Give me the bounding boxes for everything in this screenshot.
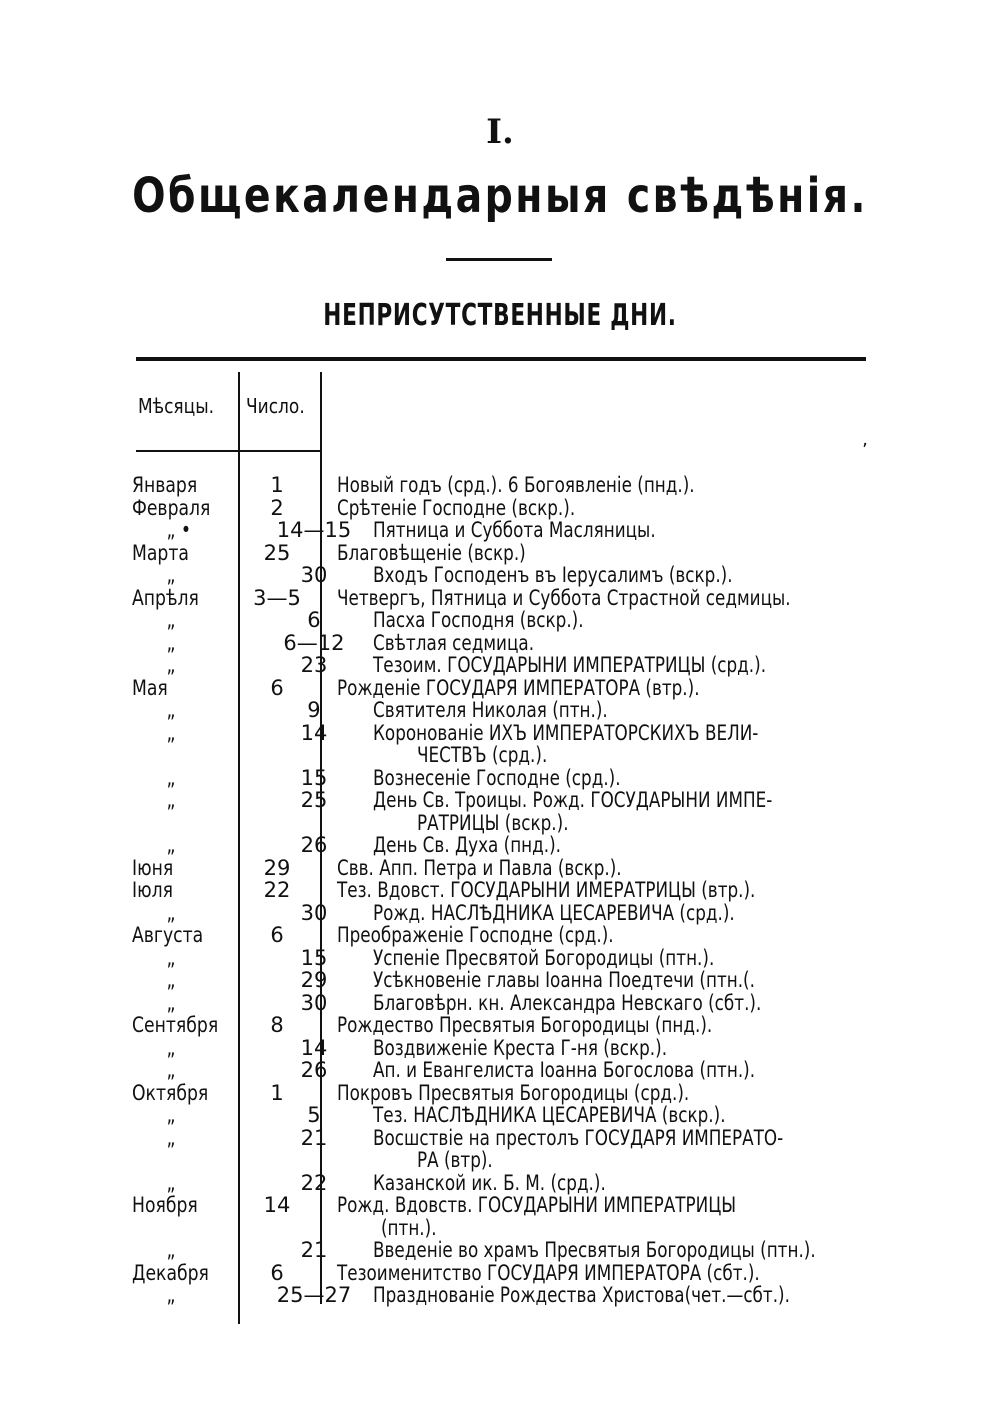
row-description bbox=[337, 1014, 857, 1037]
row-description bbox=[337, 924, 857, 947]
row-month: „ bbox=[166, 608, 176, 632]
row-description-continuation: РАТРИЦЫ (вскр.). bbox=[416, 810, 569, 835]
row-description-text: Срѣтеніе Господне (вскр.). bbox=[337, 495, 576, 520]
table-row bbox=[0, 767, 1000, 790]
row-month: Февраля bbox=[132, 495, 211, 520]
row-description-text: Тез. Вдовст. ГОСУДАРЫНИ ИМЕРАТРИЦЫ (втр.). bbox=[337, 878, 756, 902]
row-description bbox=[373, 699, 875, 722]
row-description bbox=[337, 1262, 857, 1285]
row-description-text: Празднованіе Рождества Христова(чет.—сбт.). bbox=[372, 1283, 790, 1307]
row-description bbox=[337, 542, 857, 565]
row-number: 25 bbox=[300, 788, 328, 812]
table-row bbox=[0, 947, 1000, 970]
table-row bbox=[0, 1262, 1000, 1285]
table-title: НЕПРИСУТСТВЕННЫЕ ДНИ. bbox=[323, 298, 677, 333]
row-description bbox=[373, 969, 875, 992]
table-row bbox=[0, 497, 1000, 520]
title-divider bbox=[446, 258, 552, 261]
row-month: „ bbox=[166, 698, 176, 722]
row-month: „ • bbox=[166, 518, 192, 542]
table-row bbox=[0, 722, 1000, 767]
row-number: 9 bbox=[307, 698, 321, 722]
row-description bbox=[373, 992, 875, 1015]
row-month: „ bbox=[166, 1238, 176, 1262]
row-description-text: День Св. Троицы. Рожд. ГОСУДАРЫНИ ИМПЕ- bbox=[372, 788, 772, 812]
table-row bbox=[0, 654, 1000, 677]
row-month: Ноября bbox=[132, 1193, 198, 1217]
row-description-text: Благовѣрн. кн. Александра Невскаго (сбт.). bbox=[372, 990, 761, 1015]
row-description bbox=[337, 677, 857, 700]
table-row bbox=[0, 519, 1000, 542]
row-description-text: Тезоим. ГОСУДАРЫНИ ИМПЕРАТРИЦЫ (срд.). bbox=[372, 653, 766, 677]
row-number: 29 bbox=[263, 855, 291, 880]
row-number: 5 bbox=[307, 1103, 321, 1127]
row-number: 22 bbox=[300, 1170, 328, 1195]
row-number: 1 bbox=[270, 1080, 284, 1105]
row-month: „ bbox=[166, 900, 176, 925]
row-number: 14 bbox=[300, 1035, 328, 1060]
row-month: „ bbox=[166, 1283, 176, 1307]
row-description-text: Рождество Пресвятыя Богородицы (пнд.). bbox=[337, 1013, 713, 1037]
row-number: 15 bbox=[300, 765, 328, 790]
page-title: Общекалендарныя свѣдѣнія. bbox=[132, 168, 868, 224]
table-row bbox=[0, 564, 1000, 587]
table-row bbox=[0, 924, 1000, 947]
row-month: Мая bbox=[132, 675, 168, 700]
table-row bbox=[0, 902, 1000, 925]
table-row bbox=[0, 1172, 1000, 1195]
table-row bbox=[0, 1037, 1000, 1060]
row-number: 6 bbox=[270, 675, 284, 700]
table-row bbox=[0, 789, 1000, 834]
row-month: „ bbox=[166, 945, 176, 970]
row-month: „ bbox=[166, 1170, 176, 1195]
table-row bbox=[0, 1194, 1000, 1239]
row-month: „ bbox=[166, 1103, 176, 1127]
row-description-text: Рожд. НАСЛѢДНИКА ЦЕСАРЕВИЧА (срд.). bbox=[372, 900, 735, 925]
row-description-text: Успеніе Пресвятой Богородицы (птн.). bbox=[372, 945, 714, 970]
row-description bbox=[373, 519, 875, 542]
holiday-table bbox=[0, 474, 1000, 1307]
row-number: 29 bbox=[300, 968, 328, 992]
header-number: Число. bbox=[246, 394, 305, 418]
table-row bbox=[0, 1014, 1000, 1037]
row-number: 6 bbox=[270, 923, 284, 947]
row-month: „ bbox=[166, 1125, 176, 1150]
row-description bbox=[373, 947, 875, 970]
header-rule bbox=[136, 450, 322, 452]
row-month: „ bbox=[166, 765, 176, 790]
row-description-text: Усѣкновеніе главы Іоанна Поедтечи (птн.(. bbox=[372, 968, 755, 992]
header-month: Мѣсяцы. bbox=[138, 394, 215, 418]
row-month: Декабря bbox=[132, 1260, 209, 1285]
row-description bbox=[373, 834, 875, 857]
row-number: 6 bbox=[270, 1260, 284, 1285]
row-description-text: Святителя Николая (птн.). bbox=[372, 698, 608, 722]
table-row bbox=[0, 992, 1000, 1015]
table-row bbox=[0, 1104, 1000, 1127]
row-number: 3—5 bbox=[253, 585, 301, 610]
row-description-text: Благовѣщеніе (вскр.) bbox=[337, 540, 526, 565]
table-row bbox=[0, 1127, 1000, 1172]
row-description-text: Рожд. Вдовств. ГОСУДАРЫНИ ИМПЕРАТРИЦЫ bbox=[337, 1193, 737, 1217]
row-description-text: Свѣтлая седмица. bbox=[372, 630, 534, 655]
row-description bbox=[373, 1104, 875, 1127]
row-number: 26 bbox=[300, 1058, 328, 1082]
row-month: „ bbox=[166, 630, 176, 655]
table-row bbox=[0, 587, 1000, 610]
row-description-continuation: ЧЕСТВЪ (срд.). bbox=[416, 743, 547, 767]
table-row bbox=[0, 474, 1000, 497]
row-month: „ bbox=[166, 833, 176, 857]
row-month: „ bbox=[166, 968, 176, 992]
row-number: 23 bbox=[300, 653, 328, 677]
row-description bbox=[337, 857, 857, 880]
row-description-text: Ап. и Евангелиста Іоанна Богослова (птн.). bbox=[372, 1058, 755, 1082]
row-month: Апрѣля bbox=[132, 585, 199, 610]
row-number: 25 bbox=[263, 540, 291, 565]
section-number: I. bbox=[486, 112, 514, 152]
table-row bbox=[0, 857, 1000, 880]
row-description-text: Рожденіе ГОСУДАРЯ ИМПЕРАТОРА (втр.). bbox=[337, 675, 700, 700]
row-number: 6 bbox=[307, 608, 321, 632]
row-description-text: Свв. Апп. Петра и Павла (вскр.). bbox=[337, 855, 622, 880]
row-description-text: Коронованіе ИХЪ ИМПЕРАТОРСКИХЪ ВЕЛИ- bbox=[372, 720, 758, 745]
row-description-text: Тез. НАСЛѢДНИКА ЦЕСАРЕВИЧА (вскр.). bbox=[372, 1103, 726, 1127]
row-description-text: День Св. Духа (пнд.). bbox=[372, 833, 561, 857]
table-row bbox=[0, 879, 1000, 902]
row-description bbox=[373, 564, 875, 587]
row-number: 25—27 bbox=[276, 1283, 352, 1307]
row-number: 2 bbox=[270, 495, 284, 520]
row-description-text: Вознесеніе Господне (срд.). bbox=[372, 765, 621, 790]
row-number: 30 bbox=[300, 900, 328, 925]
row-description bbox=[373, 654, 875, 677]
row-month: Января bbox=[132, 473, 198, 497]
row-description bbox=[337, 497, 857, 520]
table-row bbox=[0, 699, 1000, 722]
row-month: „ bbox=[166, 1058, 176, 1082]
row-month: „ bbox=[166, 788, 176, 812]
row-description bbox=[373, 1172, 875, 1195]
row-description-text: Воздвиженіе Креста Г-ня (вскр.). bbox=[372, 1035, 667, 1060]
row-description-text: Пятница и Суббота Масляницы. bbox=[372, 518, 656, 542]
row-description-text: Пасха Господня (вскр.). bbox=[372, 608, 584, 632]
row-month: „ bbox=[166, 653, 176, 677]
row-description bbox=[373, 902, 875, 925]
table-row bbox=[0, 1059, 1000, 1082]
row-description-continuation: (птн.). bbox=[381, 1215, 437, 1240]
row-description bbox=[373, 632, 875, 655]
row-description-text: Четвергъ, Пятница и Суббота Страстной седмицы. bbox=[337, 585, 791, 610]
row-description bbox=[373, 767, 875, 790]
row-month: „ bbox=[166, 1035, 176, 1060]
row-description-text: Восшствіе на престолъ ГОСУДАРЯ ИМПЕРАТО- bbox=[372, 1125, 783, 1150]
row-description bbox=[337, 1194, 857, 1239]
row-month: „ bbox=[166, 563, 176, 587]
row-number: 26 bbox=[300, 833, 328, 857]
row-number: 30 bbox=[300, 563, 328, 587]
table-row bbox=[0, 677, 1000, 700]
row-description bbox=[373, 609, 875, 632]
row-description bbox=[337, 879, 857, 902]
row-description bbox=[373, 1127, 875, 1172]
row-number: 14 bbox=[263, 1193, 291, 1217]
row-month: „ bbox=[166, 720, 176, 745]
row-month: Іюля bbox=[132, 878, 173, 902]
stray-mark: ʼ bbox=[862, 440, 868, 461]
row-description bbox=[373, 1239, 875, 1262]
table-row bbox=[0, 1239, 1000, 1262]
row-month: Октября bbox=[132, 1080, 209, 1105]
row-number: 22 bbox=[263, 878, 291, 902]
row-description-text: Покровъ Пресвятыя Богородицы (срд.). bbox=[337, 1080, 690, 1105]
row-number: 30 bbox=[300, 990, 328, 1015]
row-month: Іюня bbox=[132, 855, 174, 880]
row-description bbox=[373, 1284, 875, 1307]
row-month: „ bbox=[166, 990, 176, 1015]
row-description bbox=[337, 1082, 857, 1105]
table-row bbox=[0, 1284, 1000, 1307]
table-row bbox=[0, 542, 1000, 565]
row-description-text: Введеніе во храмъ Пресвятыя Богородицы (птн.). bbox=[372, 1238, 816, 1262]
row-number: 21 bbox=[300, 1125, 328, 1150]
row-number: 14—15 bbox=[276, 518, 352, 542]
table-row bbox=[0, 834, 1000, 857]
table-row bbox=[0, 609, 1000, 632]
row-number: 6—12 bbox=[283, 630, 345, 655]
row-description bbox=[373, 789, 875, 834]
row-description bbox=[337, 474, 857, 497]
row-number: 14 bbox=[300, 720, 328, 745]
row-description-text: Преображеніе Господне (срд.). bbox=[337, 923, 614, 947]
row-description-continuation: РА (втр). bbox=[416, 1148, 493, 1172]
row-description bbox=[373, 1059, 875, 1082]
row-description bbox=[373, 1037, 875, 1060]
row-description-text: Новый годъ (срд.). 6 Богоявленіе (пнд.). bbox=[337, 473, 695, 497]
row-description bbox=[373, 722, 875, 767]
row-description-text: Входъ Господенъ въ Іерусалимъ (вскр.). bbox=[372, 563, 733, 587]
row-month: Сентября bbox=[132, 1013, 219, 1037]
row-month: Августа bbox=[132, 923, 204, 947]
row-description bbox=[337, 587, 857, 610]
row-number: 1 bbox=[270, 473, 284, 497]
row-number: 15 bbox=[300, 945, 328, 970]
table-row bbox=[0, 632, 1000, 655]
row-month: Марта bbox=[132, 540, 189, 565]
row-description-text: Казанской ик. Б. М. (срд.). bbox=[372, 1170, 606, 1195]
table-row bbox=[0, 1082, 1000, 1105]
row-number: 21 bbox=[300, 1238, 328, 1262]
row-description-text: Тезоименитство ГОСУДАРЯ ИМПЕРАТОРА (сбт.). bbox=[337, 1260, 760, 1285]
table-top-rule bbox=[136, 357, 866, 361]
table-row bbox=[0, 969, 1000, 992]
row-number: 8 bbox=[270, 1013, 284, 1037]
